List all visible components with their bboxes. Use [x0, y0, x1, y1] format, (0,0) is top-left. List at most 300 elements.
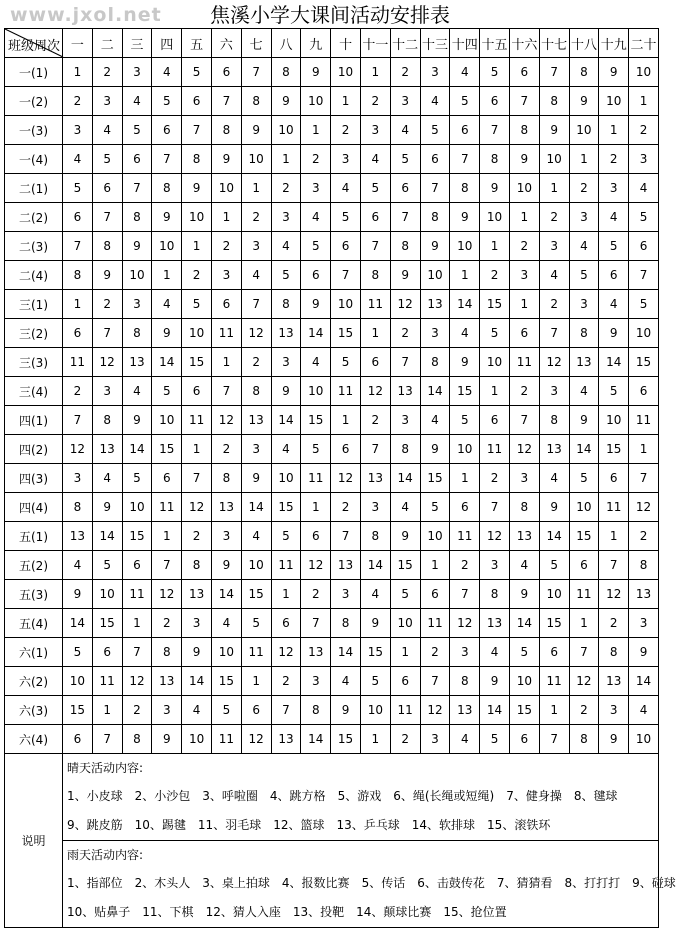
activity-cell: 10 [271, 464, 301, 493]
week-header: 十七 [539, 29, 569, 58]
activity-cell: 14 [509, 609, 539, 638]
activity-cell: 9 [271, 377, 301, 406]
activity-cell: 4 [390, 116, 420, 145]
activity-cell: 5 [331, 348, 361, 377]
activity-cell: 1 [480, 377, 510, 406]
activity-cell: 13 [182, 580, 212, 609]
activity-cell: 9 [360, 609, 390, 638]
activity-cell: 7 [241, 58, 271, 87]
activity-cell: 14 [271, 406, 301, 435]
activity-cell: 1 [301, 493, 331, 522]
table-row [5, 319, 659, 348]
activity-cell: 15 [122, 522, 152, 551]
activity-cell: 6 [301, 522, 331, 551]
activity-cell: 5 [360, 174, 390, 203]
class-label: 一(4) [5, 145, 63, 174]
activity-cell: 3 [569, 290, 599, 319]
activity-cell: 6 [152, 464, 182, 493]
activity-item: 1、指部位 [67, 876, 123, 890]
activity-cell: 7 [63, 232, 93, 261]
notes-row [5, 754, 659, 928]
activity-cell: 1 [211, 203, 241, 232]
activity-cell: 8 [241, 377, 271, 406]
activity-cell: 8 [450, 174, 480, 203]
activity-item: 3、桌上拍球 [202, 876, 270, 890]
activity-cell: 2 [360, 406, 390, 435]
activity-cell: 8 [122, 203, 152, 232]
class-label: 五(1) [5, 522, 63, 551]
activity-cell: 9 [211, 145, 241, 174]
activity-cell: 10 [629, 58, 659, 87]
activity-cell: 4 [539, 261, 569, 290]
activity-cell: 5 [569, 464, 599, 493]
activity-cell: 15 [569, 522, 599, 551]
activity-item: 1、小皮球 [67, 789, 123, 803]
activity-cell: 2 [92, 290, 122, 319]
activity-cell: 7 [390, 203, 420, 232]
activity-cell: 10 [301, 377, 331, 406]
activity-cell: 1 [539, 696, 569, 725]
activity-cell: 13 [271, 319, 301, 348]
activity-cell: 8 [360, 261, 390, 290]
activity-cell: 5 [360, 667, 390, 696]
activity-cell: 3 [390, 87, 420, 116]
activity-cell: 6 [92, 174, 122, 203]
activity-cell: 9 [450, 348, 480, 377]
activity-cell: 9 [420, 232, 450, 261]
activity-cell: 3 [92, 377, 122, 406]
table-row [5, 232, 659, 261]
class-label: 四(1) [5, 406, 63, 435]
activity-cell: 4 [390, 493, 420, 522]
activity-cell: 4 [152, 58, 182, 87]
activity-cell: 4 [569, 377, 599, 406]
activity-cell: 2 [331, 116, 361, 145]
activity-cell: 11 [629, 406, 659, 435]
activity-cell: 9 [599, 725, 629, 754]
activity-cell: 14 [629, 667, 659, 696]
activity-cell: 15 [480, 290, 510, 319]
activity-cell: 6 [599, 261, 629, 290]
activity-item: 12、篮球 [273, 818, 325, 832]
activity-cell: 7 [539, 58, 569, 87]
activity-cell: 1 [92, 696, 122, 725]
class-label: 一(2) [5, 87, 63, 116]
activity-cell: 9 [152, 319, 182, 348]
activity-cell: 4 [331, 174, 361, 203]
activity-cell: 13 [569, 348, 599, 377]
activity-cell: 7 [152, 551, 182, 580]
activity-cell: 5 [509, 638, 539, 667]
activity-cell: 11 [509, 348, 539, 377]
week-header: 十 [331, 29, 361, 58]
activity-cell: 13 [63, 522, 93, 551]
activity-cell: 1 [360, 725, 390, 754]
activity-cell: 8 [182, 145, 212, 174]
activity-cell: 5 [241, 609, 271, 638]
activity-cell: 13 [241, 406, 271, 435]
activity-cell: 6 [63, 203, 93, 232]
activity-cell: 2 [331, 493, 361, 522]
activity-cell: 13 [390, 377, 420, 406]
activity-cell: 14 [122, 435, 152, 464]
activity-cell: 5 [331, 203, 361, 232]
activity-cell: 3 [629, 145, 659, 174]
notes-section-title: 晴天活动内容: [67, 761, 144, 775]
activity-item: 12、猜人入座 [205, 905, 281, 919]
table-row [5, 696, 659, 725]
activity-cell: 5 [390, 580, 420, 609]
activity-cell: 9 [63, 580, 93, 609]
activity-cell: 6 [182, 87, 212, 116]
activity-cell: 11 [480, 435, 510, 464]
activity-cell: 15 [241, 580, 271, 609]
activity-cell: 14 [92, 522, 122, 551]
activity-cell: 7 [420, 667, 450, 696]
table-row [5, 203, 659, 232]
activity-cell: 4 [271, 232, 301, 261]
activity-cell: 12 [420, 696, 450, 725]
activity-cell: 6 [390, 667, 420, 696]
activity-cell: 7 [211, 87, 241, 116]
activity-cell: 2 [211, 435, 241, 464]
activity-cell: 1 [331, 406, 361, 435]
activity-cell: 5 [63, 638, 93, 667]
class-label: 五(2) [5, 551, 63, 580]
activity-item: 7、猜猜看 [496, 876, 553, 890]
page-title: 焦溪小学大课间活动安排表 [210, 3, 450, 27]
activity-cell: 10 [509, 174, 539, 203]
activity-cell: 6 [122, 551, 152, 580]
activity-cell: 2 [360, 87, 390, 116]
table-row [5, 87, 659, 116]
activity-cell: 2 [569, 174, 599, 203]
activity-cell: 7 [241, 290, 271, 319]
activity-cell: 4 [182, 696, 212, 725]
activity-cell: 8 [569, 58, 599, 87]
activity-cell: 9 [539, 493, 569, 522]
activity-cell: 1 [450, 261, 480, 290]
activity-item: 11、下棋 [142, 905, 194, 919]
activity-cell: 10 [211, 638, 241, 667]
activity-cell: 11 [241, 638, 271, 667]
activity-cell: 4 [599, 203, 629, 232]
activity-cell: 10 [390, 609, 420, 638]
activity-cell: 2 [539, 290, 569, 319]
table-row [5, 174, 659, 203]
class-label: 三(2) [5, 319, 63, 348]
activity-cell: 9 [301, 290, 331, 319]
activity-cell: 9 [599, 319, 629, 348]
activity-cell: 2 [629, 116, 659, 145]
activity-cell: 4 [241, 522, 271, 551]
activity-cell: 15 [152, 435, 182, 464]
activity-cell: 10 [331, 58, 361, 87]
activity-cell: 5 [450, 406, 480, 435]
activity-cell: 8 [629, 551, 659, 580]
activity-cell: 8 [122, 319, 152, 348]
activity-cell: 9 [152, 203, 182, 232]
activity-cell: 8 [599, 638, 629, 667]
activity-cell: 4 [420, 406, 450, 435]
activity-cell: 5 [182, 58, 212, 87]
activity-cell: 13 [122, 348, 152, 377]
activity-cell: 1 [211, 348, 241, 377]
activity-cell: 8 [569, 319, 599, 348]
watermark: www.jxol.net [10, 4, 162, 26]
activity-cell: 8 [390, 435, 420, 464]
activity-cell: 7 [271, 696, 301, 725]
table-row [5, 609, 659, 638]
table-row [5, 725, 659, 754]
activity-cell: 5 [420, 493, 450, 522]
activity-cell: 9 [182, 174, 212, 203]
activity-cell: 10 [241, 551, 271, 580]
activity-cell: 1 [63, 58, 93, 87]
activity-cell: 6 [480, 87, 510, 116]
activity-item: 7、健身操 [506, 789, 562, 803]
activity-cell: 4 [360, 580, 390, 609]
activity-cell: 5 [271, 522, 301, 551]
activity-cell: 5 [122, 464, 152, 493]
class-label: 二(3) [5, 232, 63, 261]
activity-cell: 12 [241, 319, 271, 348]
activity-cell: 15 [271, 493, 301, 522]
activity-cell: 10 [599, 87, 629, 116]
activity-cell: 2 [480, 261, 510, 290]
activity-cell: 13 [301, 638, 331, 667]
activity-cell: 4 [271, 435, 301, 464]
week-header: 三 [122, 29, 152, 58]
activity-cell: 3 [122, 290, 152, 319]
activity-cell: 10 [152, 232, 182, 261]
activity-cell: 14 [480, 696, 510, 725]
week-header: 五 [182, 29, 212, 58]
activity-cell: 1 [122, 609, 152, 638]
activity-cell: 5 [629, 203, 659, 232]
activity-cell: 7 [480, 493, 510, 522]
activity-cell: 8 [509, 116, 539, 145]
activity-cell: 8 [182, 551, 212, 580]
activity-cell: 2 [390, 725, 420, 754]
activity-cell: 4 [480, 638, 510, 667]
activity-cell: 15 [92, 609, 122, 638]
activity-cell: 7 [539, 725, 569, 754]
table-row [5, 435, 659, 464]
activity-cell: 7 [331, 522, 361, 551]
week-header: 四 [152, 29, 182, 58]
activity-cell: 10 [629, 319, 659, 348]
activity-cell: 14 [390, 464, 420, 493]
activity-cell: 11 [271, 551, 301, 580]
activity-item: 8、毽球 [573, 789, 618, 803]
activity-cell: 15 [509, 696, 539, 725]
activity-cell: 2 [271, 667, 301, 696]
class-label: 六(3) [5, 696, 63, 725]
activity-cell: 14 [301, 319, 331, 348]
activity-cell: 7 [152, 145, 182, 174]
activity-cell: 9 [480, 667, 510, 696]
activity-cell: 4 [629, 174, 659, 203]
activity-cell: 9 [539, 116, 569, 145]
activity-cell: 1 [539, 174, 569, 203]
activity-cell: 8 [122, 725, 152, 754]
activity-cell: 8 [152, 174, 182, 203]
table-row [5, 493, 659, 522]
activity-cell: 7 [569, 638, 599, 667]
activity-cell: 1 [450, 464, 480, 493]
activity-cell: 14 [211, 580, 241, 609]
activity-cell: 7 [450, 580, 480, 609]
activity-cell: 8 [420, 203, 450, 232]
activity-item: 5、游戏 [337, 789, 382, 803]
activity-cell: 10 [241, 145, 271, 174]
activity-cell: 6 [420, 580, 450, 609]
activity-cell: 3 [420, 725, 450, 754]
activity-cell: 1 [509, 290, 539, 319]
activity-cell: 4 [629, 696, 659, 725]
table-row [5, 551, 659, 580]
activity-cell: 6 [509, 58, 539, 87]
activity-cell: 3 [331, 145, 361, 174]
activity-cell: 9 [92, 261, 122, 290]
activity-cell: 5 [480, 319, 510, 348]
class-label: 二(2) [5, 203, 63, 232]
activity-cell: 15 [301, 406, 331, 435]
activity-cell: 9 [122, 406, 152, 435]
activity-cell: 1 [569, 609, 599, 638]
activity-cell: 3 [63, 464, 93, 493]
week-header: 二十 [629, 29, 659, 58]
activity-cell: 1 [480, 232, 510, 261]
activity-cell: 6 [390, 174, 420, 203]
activity-cell: 13 [331, 551, 361, 580]
table-row [5, 464, 659, 493]
activity-cell: 8 [271, 290, 301, 319]
activity-cell: 8 [360, 522, 390, 551]
activity-cell: 4 [211, 609, 241, 638]
activity-cell: 12 [271, 638, 301, 667]
activity-cell: 12 [629, 493, 659, 522]
activity-cell: 8 [271, 58, 301, 87]
activity-item: 4、报数比赛 [281, 876, 350, 890]
activity-cell: 3 [599, 696, 629, 725]
activity-cell: 15 [182, 348, 212, 377]
activity-cell: 1 [599, 522, 629, 551]
activity-cell: 1 [152, 261, 182, 290]
activity-cell: 2 [63, 87, 93, 116]
activity-cell: 3 [301, 667, 331, 696]
table-row [5, 145, 659, 174]
activity-cell: 13 [480, 609, 510, 638]
table-row [5, 290, 659, 319]
activity-cell: 14 [420, 377, 450, 406]
activity-cell: 7 [92, 319, 122, 348]
activity-cell: 9 [122, 232, 152, 261]
activity-cell: 15 [211, 667, 241, 696]
activity-cell: 1 [241, 667, 271, 696]
activity-cell: 15 [539, 609, 569, 638]
activity-cell: 8 [539, 406, 569, 435]
activity-cell: 12 [450, 609, 480, 638]
class-label: 四(4) [5, 493, 63, 522]
activity-cell: 14 [569, 435, 599, 464]
activity-item: 3、呼啦圈 [202, 789, 258, 803]
activity-cell: 8 [92, 232, 122, 261]
activity-cell: 11 [420, 609, 450, 638]
week-header: 十一 [360, 29, 390, 58]
activity-cell: 9 [390, 522, 420, 551]
activity-cell: 4 [301, 348, 331, 377]
activity-cell: 7 [122, 174, 152, 203]
activity-cell: 7 [122, 638, 152, 667]
activity-cell: 8 [301, 696, 331, 725]
activity-cell: 14 [450, 290, 480, 319]
activity-cell: 4 [569, 232, 599, 261]
activity-cell: 9 [509, 145, 539, 174]
activity-cell: 11 [211, 725, 241, 754]
table-row [5, 406, 659, 435]
activity-cell: 3 [63, 116, 93, 145]
activity-cell: 10 [599, 406, 629, 435]
class-label: 二(1) [5, 174, 63, 203]
activity-cell: 4 [92, 464, 122, 493]
class-label: 四(3) [5, 464, 63, 493]
activity-cell: 10 [480, 348, 510, 377]
activity-cell: 12 [599, 580, 629, 609]
activity-cell: 5 [301, 435, 331, 464]
activity-cell: 6 [63, 725, 93, 754]
activity-cell: 10 [182, 319, 212, 348]
activity-cell: 2 [63, 377, 93, 406]
table-row [5, 261, 659, 290]
activity-cell: 4 [122, 87, 152, 116]
week-header: 十八 [569, 29, 599, 58]
activity-cell: 13 [629, 580, 659, 609]
table-row [5, 377, 659, 406]
activity-cell: 1 [360, 58, 390, 87]
activity-cell: 11 [301, 464, 331, 493]
activity-cell: 7 [301, 609, 331, 638]
activity-cell: 7 [92, 725, 122, 754]
week-header: 一 [63, 29, 93, 58]
activity-cell: 6 [331, 232, 361, 261]
activity-cell: 6 [271, 609, 301, 638]
week-header: 二 [92, 29, 122, 58]
activity-cell: 11 [92, 667, 122, 696]
activity-cell: 10 [420, 261, 450, 290]
activity-cell: 5 [480, 725, 510, 754]
activity-cell: 5 [92, 551, 122, 580]
activity-cell: 2 [301, 145, 331, 174]
activity-item: 10、踢毽 [134, 818, 186, 832]
activity-cell: 2 [241, 203, 271, 232]
activity-item: 8、打打打 [564, 876, 621, 890]
activity-cell: 3 [539, 377, 569, 406]
activity-cell: 11 [211, 319, 241, 348]
activity-cell: 2 [241, 348, 271, 377]
corner-label: 班级周次 [8, 39, 61, 54]
activity-cell: 2 [450, 551, 480, 580]
activity-cell: 8 [63, 261, 93, 290]
activity-cell: 10 [569, 116, 599, 145]
schedule-table [4, 28, 676, 928]
activity-item: 2、木头人 [134, 876, 191, 890]
activity-cell: 5 [271, 261, 301, 290]
activity-cell: 2 [182, 522, 212, 551]
activity-cell: 5 [599, 377, 629, 406]
activity-cell: 3 [539, 232, 569, 261]
